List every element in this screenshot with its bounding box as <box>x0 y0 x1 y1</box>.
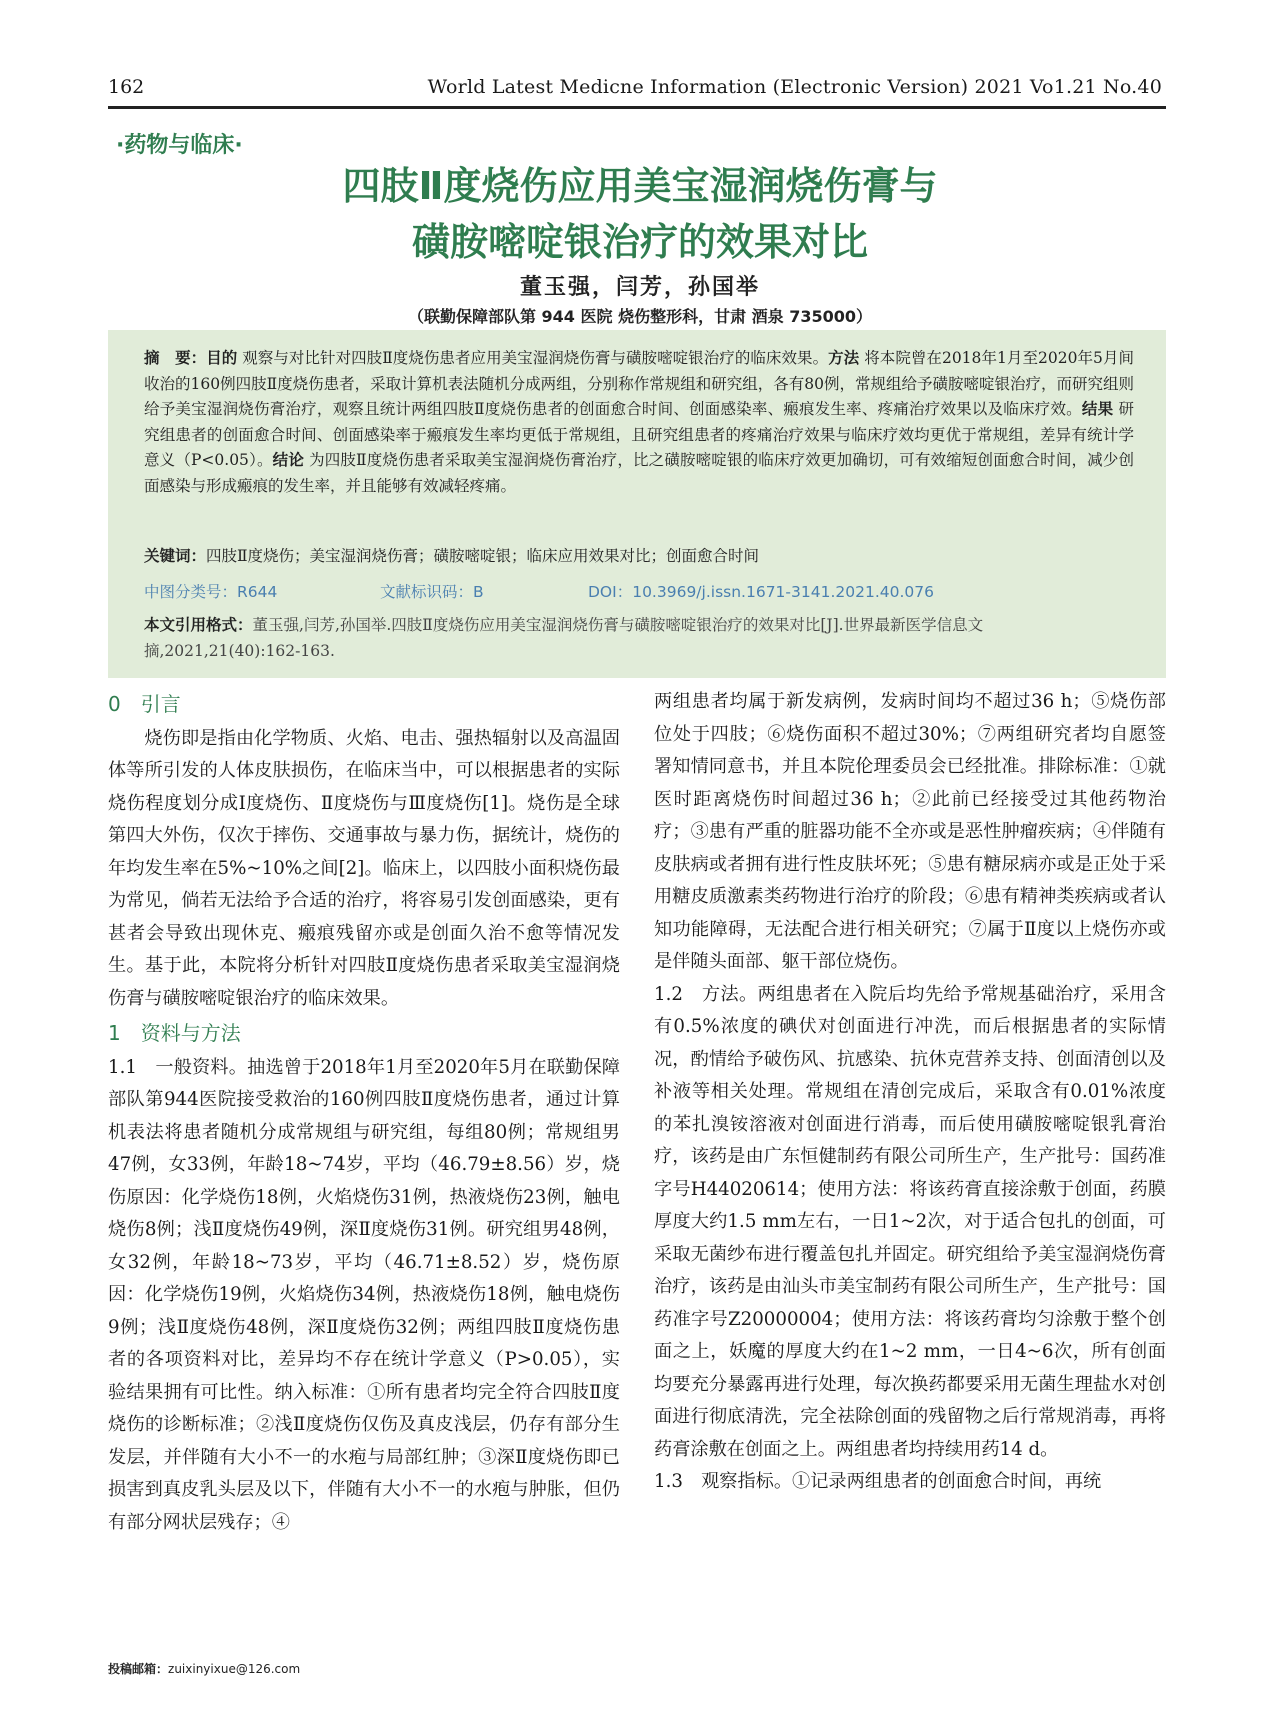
running-header <box>108 76 1166 109</box>
footer <box>108 1660 300 1677</box>
intro-paragraph: 烧伤即是指由化学物质、火焰、电击、强热辐射以及高温固体等所引发的人体皮肤损伤，在临床当中，可以根据患者的实际烧伤程度划分成Ⅰ度烧伤、Ⅱ度烧伤与Ⅲ度烧伤[1]。烧伤是全球第四大外伤，仅次于摔伤、交通事故与暴力伤，据统计，烧伤的年均发生率在5%~10%之间[2]。临床上，以四肢小面积烧伤最为常见，倘若无法给予合适的治疗，将容易引发创面感染，更有甚者会导致出现休克、瘢痕残留亦或是创面久治不愈等情况发生。基于此，本院将分析针对四肢Ⅱ度烧伤患者采取美宝湿润烧伤膏与磺胺嘧啶银治疗的临床效果。 <box>108 727 620 1009</box>
abstract-result: 研究组患者的创面愈合时间、创面感染率于瘢痕发生率均更低于常规组，且研究组患者的疼痛治疗效果与临床疗效均更优于常规组，差异有统计学意义（P<0.05）。 <box>144 400 1134 469</box>
keywords-text: 四肢Ⅱ度烧伤；美宝湿润烧伤膏；磺胺嘧啶银；临床应用效果对比；创面愈合时间 <box>206 547 760 565</box>
general-data-paragraph: 1.1 一般资料。抽选曾于2018年1月至2020年5月在联勤保障部队第944医院接受救治的160例四肢Ⅱ度烧伤患者，通过计算机表法将患者随机分成常规组与研究组，每组80例；常规组男47例，女33例，年龄18~74岁，平均（46.79±8.56）岁，烧伤原因：化学烧伤18例，火焰烧伤31例，热液烧伤23例，触电烧伤8例；浅Ⅱ度烧伤49例，深Ⅱ度烧伤31例。研究组男48例，女32例，年龄18~73岁，平均（46.71±8.52）岁，烧伤原因：化学烧伤19例，火焰烧伤34例，热液烧伤18例，触电烧伤9例；浅Ⅱ度烧伤48例，深Ⅱ度烧伤32例；两组四肢Ⅱ度烧伤患者的各项资料对比，差异均不存在统计学意义（P>0.05），实验结果拥有可比性。纳入标准：①所有患者均完全符合四肢Ⅱ度烧伤的诊断标准；②浅Ⅱ度烧伤仅伤及真皮浅层，仍存有部分生发层，并伴随有大小不一的水疱与局部红肿；③深Ⅱ度烧伤即已损害到真皮乳头层及以下，伴随有大小不一的水疱与肿胀，但仍有部分网状层残存；④ <box>108 1056 620 1533</box>
citation-label: 本文引用格式： <box>144 616 253 634</box>
author-list: 董玉强，闫芳，孙国举 <box>519 274 760 300</box>
section-0-heading: 0 引言 <box>108 692 181 716</box>
left-column <box>108 686 620 1539</box>
document-code: 文献标识码：B <box>380 583 484 601</box>
section-tag: ·药物与临床· <box>116 133 243 158</box>
section-1-heading: 1 资料与方法 <box>108 1021 241 1045</box>
article-title <box>120 158 1160 270</box>
abstract-result-label: 结果 <box>1081 400 1114 418</box>
abstract-box <box>108 330 1166 678</box>
title-line-2: 磺胺嘧啶银治疗的效果对比 <box>411 220 868 264</box>
keywords-label: 关键词： <box>144 547 207 565</box>
methods-paragraph: 1.2 方法。两组患者在入院后均先给予常规基础治疗，采用含有0.5%浓度的碘伏对创面进行冲洗，而后根据患者的实际情况，酌情给予破伤风、抗感染、抗休克营养支持、创面清创以及补液等相关处理。常规组在清创完成后，采取含有0.01%浓度的苯扎溴铵溶液对创面进行消毒，而后使用磺胺嘧啶银乳膏治疗，该药是由广东恒健制药有限公司所生产，生产批号：国药准字号H44020614；使用方法：将该药膏直接涂敷于创面，药膜厚度大约1.5 mm左右，一日1~2次，对于适合包扎的创面，可采取无菌纱布进行覆盖包扎并固定。研究组给予美宝湿润烧伤膏治疗，该药是由汕头市美宝制药有限公司所生产，生产批号：国药准字号Z20000004；使用方法：将该药膏均匀涂敷于整个创面之上，妖魔的厚度大约在1~2 mm，一日4~6次，所有创面均要充分暴露再进行处理，每次换药都要采用无菌生理盐水对创面进行彻底清洗，完全祛除创面的残留物之后行常规消毒，再将药膏涂敷在创面之上。两组患者均持续用药14 d。 <box>654 983 1166 1460</box>
abstract-method: 将本院曾在2018年1月至2020年5月间收治的160例四肢Ⅱ度烧伤患者，采取计算机表法随机分成两组，分别称作常规组和研究组，各有80例，常规组给予磺胺嘧啶银治疗，而研究组则给予美宝湿润烧伤膏治疗，观察且统计两组四肢Ⅱ度烧伤患者的创面愈合时间、创面感染率、瘢痕发生率、疼痛治疗效果以及临床疗效。 <box>144 349 1134 418</box>
observation-paragraph: 1.3 观察指标。①记录两组患者的创面愈合时间，再统 <box>654 1471 1102 1492</box>
abstract-conclusion: 为四肢Ⅱ度烧伤患者采取美宝湿润烧伤膏治疗，比之磺胺嘧啶银的临床疗效更加确切，可有效缩短创面愈合时间，减少创面感染与形成瘢痕的发生率，并且能够有效减轻疼痛。 <box>144 451 1134 495</box>
abstract-label: 摘 要：目的 <box>144 349 238 367</box>
keywords <box>144 544 1134 566</box>
footer-email[interactable]: zuixinyixue@126.com <box>168 1662 301 1676</box>
doi-link[interactable]: DOI：10.3969/j.issn.1671-3141.2021.40.076 <box>588 583 934 601</box>
footer-label: 投稿邮箱： <box>108 1662 169 1676</box>
title-line-1: 四肢Ⅱ度烧伤应用美宝湿润烧伤膏与 <box>342 164 938 208</box>
abstract-text <box>144 346 1134 499</box>
abstract-method-label: 方法 <box>828 349 860 367</box>
page-number: 162 <box>108 76 145 98</box>
citation <box>144 612 1134 664</box>
journal-name: World Latest Medicne Information (Electronic Version) 2021 Vo1.21 No.40 <box>427 76 1162 98</box>
abstract-purpose: 观察与对比针对四肢Ⅱ度烧伤患者应用美宝湿润烧伤膏与磺胺嘧啶银治疗的临床效果。 <box>242 349 829 367</box>
affiliation: （联勤保障部队第 944 医院 烧伤整形科，甘肃 酒泉 735000） <box>407 307 873 326</box>
right-column <box>654 686 1166 1499</box>
citation-text: 董玉强,闫芳,孙国举.四肢Ⅱ度烧伤应用美宝湿润烧伤膏与磺胺嘧啶银治疗的效果对比[J].世界最新医学信息文摘,2021,21(40):162-163. <box>144 616 984 660</box>
abstract-conclusion-label: 结论 <box>272 451 304 469</box>
criteria-paragraph: 两组患者均属于新发病例，发病时间均不超过36 h；⑤烧伤部位处于四肢；⑥烧伤面积不超过30%；⑦两组研究者均自愿签署知情同意书，并且本院伦理委员会已经批准。排除标准：①就医时距离烧伤时间超过36 h；②此前已经接受过其他药物治疗；③患有严重的脏器功能不全亦或是恶性肿瘤疾病；④伴随有皮肤病或者拥有进行性皮肤坏死；⑤患有糖尿病亦或是正处于采用糖皮质激素类药物进行治疗的阶段；⑥患有精神类疾病或者认知功能障碍，无法配合进行相关研究；⑦属于Ⅱ度以上烧伤亦或是伴随头面部、躯干部位烧伤。 <box>654 691 1166 972</box>
clc-number: 中图分类号：R644 <box>144 583 278 601</box>
